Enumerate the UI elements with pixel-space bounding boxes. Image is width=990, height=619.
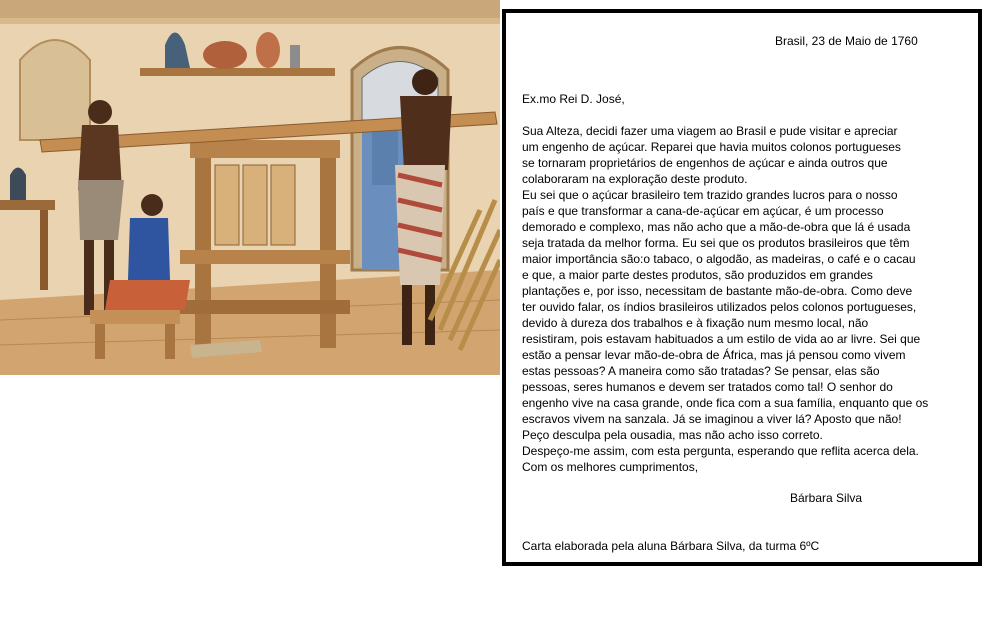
letter-salutation: Ex.mo Rei D. José, (522, 92, 625, 106)
letter-signature: Bárbara Silva (790, 491, 863, 505)
letter-panel (502, 9, 982, 566)
letter-paragraph-2: Eu sei que o açúcar brasileiro tem trazido grandes lucros para o nosso país e que transformar a cana-de-açúcar em açúcar, é um processo demorado e complexo, mas não acho que a mão-de-obra que lá é usada seja tratada da melhor forma. Eu sei que os produtos brasileiros que têm maior importância são:o tabaco, o algodão, as madeiras, o café e o cacau e que, a maior parte destes produtos, são produzidos em grandes plantações e, por isso, necessitam de bastante mão-de-obra. Como deve ter ouvido falar, os índios brasileiros utilizados pelos colonos portugueses, devido à dureza dos trabalhos e à fixação num mesmo local, não resistiram, pois estavam habituados a um estilo de vida ao ar livre. Sei que estão a pensar levar mão-de-obra de África, mas já pensou como vivem estas pessoas? A maneira como são tratadas? Se pensar, elas são pessoas, seres humanos e devem ser tratados como tal! O senhor do engenho vive na casa grande, onde fica com a sua família, enquanto que os escravos vivem na sanzala. Já se imaginou a viver lá? Aposto que não! Peço desculpa pela ousadia, mas não acho isso correto. Despeço-me assim, com esta pergunta, esperando que reflita acerca dela. Com os melhores cumprimentos, (522, 188, 929, 474)
letter-footer: Carta elaborada pela aluna Bárbara Silva, da turma 6ºC (522, 539, 820, 553)
painting-illustration (0, 0, 500, 375)
letter-paragraph-1: Sua Alteza, decidi fazer uma viagem ao Brasil e pude visitar e apreciar um engenho de açúcar. Reparei que havia muitos colonos portugueses se tornaram proprietários de engenhos de açúcar e ainda outros que colaboraram na exploração deste produto. (522, 124, 901, 186)
sugar-mill-painting (0, 0, 500, 375)
letter-date: Brasil, 23 de Maio de 1760 (775, 34, 918, 48)
